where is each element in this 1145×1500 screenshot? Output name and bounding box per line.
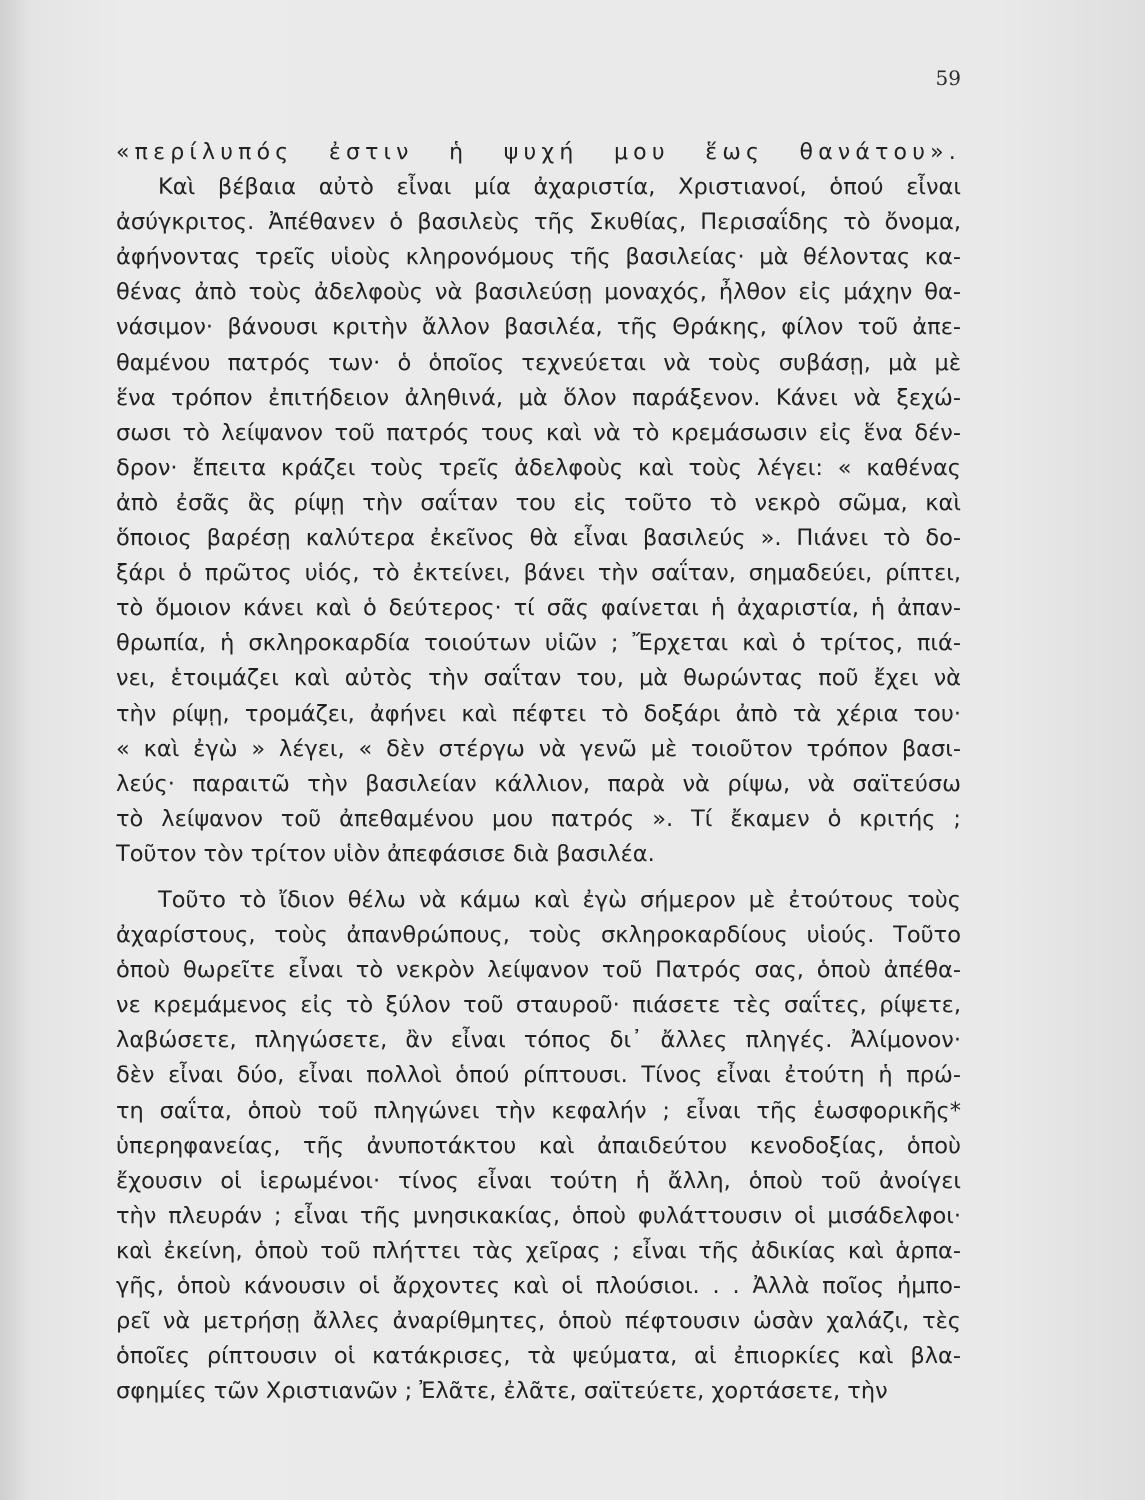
paragraph-1-line: ἀφήνοντας τρεῖς υἱοὺς κληρονόμους τῆς βασιλείας· μὰ θέλοντας κα- (116, 244, 961, 271)
paragraph-1-line: Τοῦτον τὸν τρίτον υἱὸν ἀπεφάσισε διὰ βασιλέα. (116, 840, 655, 867)
paragraph-1-line: δρον· ἔπειτα κράζει τοὺς τρεῖς ἀδελφοὺς καὶ τοὺς λέγει: « καθένας (116, 454, 961, 481)
paragraph-1-line: νάσιμον· βάνουσι κριτὴν ἄλλον βασιλέα, τῆς Θράκης, φίλον τοῦ ἀπε- (116, 314, 961, 341)
paragraph-1-line: τὸ λείψανον τοῦ ἀπεθαμένου μου πατρός ». Τί ἔκαμεν ὁ κριτής ; (116, 805, 961, 832)
paragraph-2-line: λαβώσετε, πληγώσετε, ἂν εἶναι τόπος δι᾽ ἄλλες πληγές. Ἀλίμονον· (116, 1027, 961, 1054)
paragraph-1-line: ὅποιος βαρέσῃ καλύτερα ἐκεῖνος θὰ εἶναι βασιλεύς ». Πιάνει τὸ δο- (116, 525, 961, 552)
paragraph-2-line: καὶ ἐκείνη, ὁποὺ τοῦ πλήττει τὰς χεῖρας ; εἶναι τῆς ἀδικίας καὶ ἁρπα- (116, 1237, 961, 1264)
paragraph-gap (116, 872, 961, 883)
paragraph-1-line: τὴν ρίψῃ, τρομάζει, ἀφήνει καὶ πέφτει τὸ δοξάρι ἀπὸ τὰ χέρια του· (116, 700, 961, 727)
paragraph-1-line: θαμένου πατρός των· ὁ ὁποῖος τεχνεύεται νὰ τοὺς συβάσῃ, μὰ μὲ (116, 349, 961, 376)
paragraph-2-line: ὑπερηφανείας, τῆς ἀνυποτάκτου καὶ ἀπαιδεύτου κενοδοξίας, ὁποὺ (116, 1132, 961, 1159)
opening-quote-line: «περίλυπός ἐστιν ἡ ψυχή μου ἕως θανάτου». (116, 140, 961, 165)
paragraph-1-line: ξάρι ὁ πρῶτος υἱός, τὸ ἐκτείνει, βάνει τὴν σαΐταν, σημαδεύει, ρίπτει, (116, 560, 961, 587)
paragraph-2-line: ἀχαρίστους, τοὺς ἀπανθρώπους, τοὺς σκληροκαρδίους υἱούς. Τοῦτο (116, 922, 961, 949)
paragraph-2-line: ρεῖ νὰ μετρήσῃ ἄλλες ἀναρίθμητες, ὁποὺ πέφτουσιν ὡσὰν χαλάζι, τὲς (116, 1308, 961, 1335)
paragraph-1-line: τὸ ὅμοιον κάνει καὶ ὁ δεύτερος· τί σᾶς φαίνεται ἡ ἀχαριστία, ἡ ἀπαν- (116, 595, 961, 622)
paragraph-1-line: νει, ἑτοιμάζει καὶ αὐτὸς τὴν σαΐταν του, μὰ θωρώντας ποῦ ἔχει νὰ (116, 665, 961, 692)
paragraph-2-line: Τοῦτο τὸ ἴδιον θέλω νὰ κάμω καὶ ἐγὼ σήμερον μὲ ἐτούτους τοὺς (158, 886, 961, 913)
paragraph-2-line: σφημίες τῶν Χριστιανῶν ; Ἐλᾶτε, ἐλᾶτε, σαϊτεύετε, χορτάσετε, τὴν (116, 1378, 888, 1405)
paragraph-2-line: τὴν πλευράν ; εἶναι τῆς μνησικακίας, ὁποὺ φυλάττουσιν οἱ μισάδελφοι· (116, 1202, 961, 1229)
page-number: 59 (935, 66, 961, 90)
paragraph-2-line: τη σαΐτα, ὁποὺ τοῦ πληγώνει τὴν κεφαλήν ; εἶναι τῆς ἑωσφορικῆς* (116, 1097, 961, 1124)
paragraph-2-line: ὁποῖες ρίπτουσιν οἱ κατάκρισες, τὰ ψεύματα, αἱ ἐπιορκίες καὶ βλα- (116, 1343, 961, 1370)
body-text (116, 135, 961, 1409)
paragraph-1-line: θρωπία, ἡ σκληροκαρδία τοιούτων υἱῶν ; Ἔρχεται καὶ ὁ τρίτος, πιά- (116, 630, 961, 657)
paragraph-1-line: ἀσύγκριτος. Ἀπέθανεν ὁ βασιλεὺς τῆς Σκυθίας, Περισαΐδης τὸ ὄνομα, (116, 209, 961, 236)
paragraph-2-line: δὲν εἶναι δύο, εἶναι πολλοὶ ὁπού ρίπτουσι. Τίνος εἶναι ἐτούτη ἡ πρώ- (116, 1062, 961, 1089)
paragraph-1-line: θένας ἀπὸ τοὺς ἀδελφοὺς νὰ βασιλεύσῃ μοναχός, ἦλθον εἰς μάχην θα- (116, 279, 961, 306)
paragraph-2 (116, 883, 961, 1409)
paragraph-1 (116, 170, 961, 872)
paragraph-2-line: γῆς, ὁποὺ κάνουσιν οἱ ἄρχοντες καὶ οἱ πλούσιοι. . . Ἀλλὰ ποῖος ἠμπο- (116, 1273, 961, 1299)
paragraph-2-line: ὁποὺ θωρεῖτε εἶναι τὸ νεκρὸν λείψανον τοῦ Πατρός σας, ὁποὺ ἀπέθα- (116, 957, 961, 984)
paragraph-2-line: νε κρεμάμενος εἰς τὸ ξύλον τοῦ σταυροῦ· πιάσετε τὲς σαΐτες, ρίψετε, (116, 992, 961, 1019)
paragraph-1-line: Καὶ βέβαια αὐτὸ εἶναι μία ἀχαριστία, Χριστιανοί, ὁπού εἶναι (158, 174, 961, 201)
paragraph-1-line: ἕνα τρόπον ἐπιτήδειον ἀληθινά, μὰ ὅλον παράξενον. Κάνει νὰ ξεχώ- (116, 384, 961, 411)
paragraph-2-line: ἔχουσιν οἱ ἱερωμένοι· τίνος εἶναι τούτη ἡ ἄλλη, ὁποὺ τοῦ ἀνοίγει (116, 1167, 961, 1194)
paragraph-1-line: « καὶ ἐγὼ » λέγει, « δὲν στέργω νὰ γενῶ μὲ τοιοῦτον τρόπον βασι- (116, 735, 961, 762)
paragraph-1-line: ἀπὸ ἐσᾶς ἂς ρίψῃ τὴν σαΐταν του εἰς τοῦτο τὸ νεκρὸ σῶμα, καὶ (116, 489, 961, 516)
paragraph-1-line: σωσι τὸ λείψανον τοῦ πατρός τους καὶ νὰ τὸ κρεμάσωσιν εἰς ἕνα δέν- (116, 419, 961, 446)
paragraph-1-line: λεύς· παραιτῶ τὴν βασιλείαν κάλλιον, παρὰ νὰ ρίψω, νὰ σαϊτεύσω (116, 770, 961, 797)
